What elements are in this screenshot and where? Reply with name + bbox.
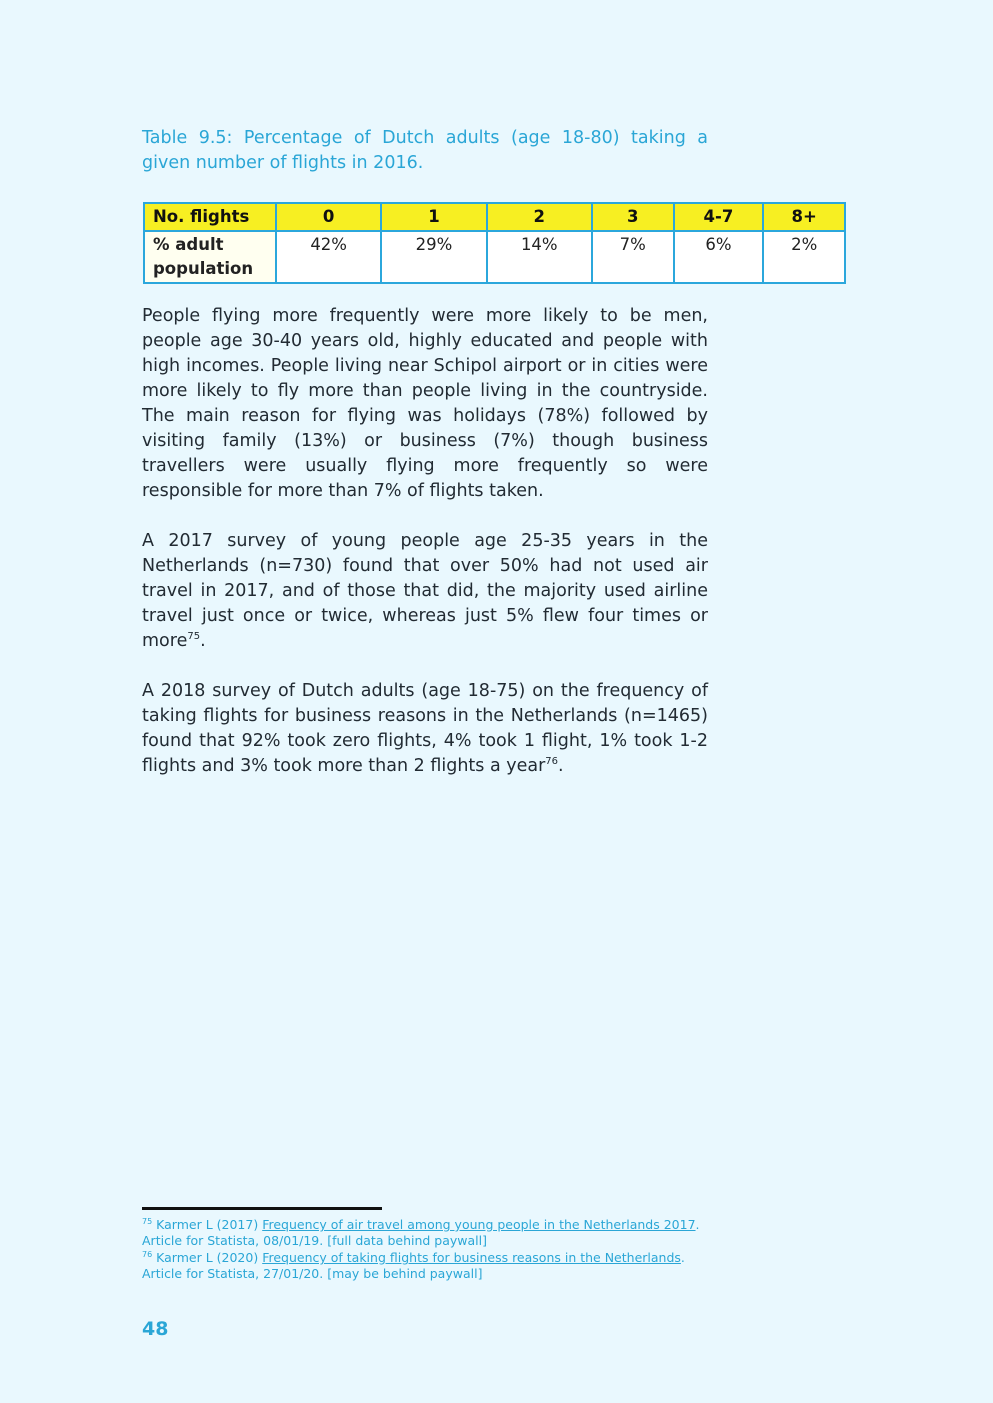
table-header-cell: 1 bbox=[381, 203, 486, 231]
page-number: 48 bbox=[142, 1318, 169, 1340]
table-cell: 2% bbox=[763, 231, 845, 283]
table-header-cell: 0 bbox=[276, 203, 381, 231]
footnote-divider bbox=[142, 1207, 382, 1210]
footnote-source: . Article for Statista, 08/01/19. [full data behind paywall] bbox=[142, 1217, 700, 1248]
table-caption: Table 9.5: Percentage of Dutch adults (age 18-80) taking a given number of flights in 2016. bbox=[142, 128, 708, 173]
footnote-reference[interactable]: 75 bbox=[187, 631, 201, 643]
table-header-cell: 3 bbox=[592, 203, 674, 231]
table-header-cell: No. flights bbox=[144, 203, 276, 231]
paragraph-flyer-profile: People flying more frequently were more likely to be men, people age 30-40 years old, highly educated and people with high incomes. People living near Schipol airport or in cities were more likely to fly more than people living in the countryside. The main reason for flying was holidays (78%) followed by visiting family (13%) or business (7%) though business travellers were usually flying more frequently so were responsible for more than 7% of flights taken. bbox=[142, 306, 708, 501]
flights-table bbox=[143, 202, 846, 284]
footnote-number: 75 bbox=[142, 1216, 153, 1226]
footnote-76 bbox=[142, 1250, 712, 1282]
footnote-source: . Article for Statista, 27/01/20. [may be behind paywall] bbox=[142, 1250, 685, 1281]
footnote-author: Karmer L (2020) bbox=[152, 1250, 263, 1265]
table-header-cell: 2 bbox=[487, 203, 592, 231]
paragraph-text: A 2018 survey of Dutch adults (age 18-75) on the frequency of taking flights for business reasons in the Netherlands (n=1465) found that 92% took zero flights, 4% took 1 flight, 1% took 1-2 flights and 3% took more than 2 flights a year bbox=[142, 681, 708, 776]
table-header-row bbox=[144, 203, 845, 231]
footnote-reference[interactable]: 76 bbox=[545, 756, 559, 768]
footnote-number: 76 bbox=[142, 1249, 153, 1259]
footnote-75 bbox=[142, 1217, 712, 1249]
footnote-link[interactable]: Frequency of air travel among young people in the Netherlands 2017 bbox=[262, 1217, 696, 1232]
footnote-link[interactable]: Frequency of taking flights for business reasons in the Netherlands bbox=[262, 1250, 681, 1265]
paragraph-text: A 2017 survey of young people age 25-35 years in the Netherlands (n=730) found that over 50% had not used air travel in 2017, and of those that did, the majority used airline travel just once or twice, whereas just 5% flew four times or more bbox=[142, 531, 708, 651]
table-row-label: % adult population bbox=[144, 231, 276, 283]
paragraph-young-people-survey bbox=[142, 529, 708, 654]
footnote-author: Karmer L (2017) bbox=[152, 1217, 263, 1232]
table-cell: 29% bbox=[381, 231, 486, 283]
paragraph-end: . bbox=[558, 756, 564, 776]
table-cell: 42% bbox=[276, 231, 381, 283]
table-cell: 6% bbox=[674, 231, 764, 283]
paragraph-business-survey bbox=[142, 679, 708, 779]
table-row bbox=[144, 231, 845, 283]
table-cell: 7% bbox=[592, 231, 674, 283]
table-cell: 14% bbox=[487, 231, 592, 283]
paragraph-end: . bbox=[200, 631, 206, 651]
table-header-cell: 4-7 bbox=[674, 203, 764, 231]
table-header-cell: 8+ bbox=[763, 203, 845, 231]
